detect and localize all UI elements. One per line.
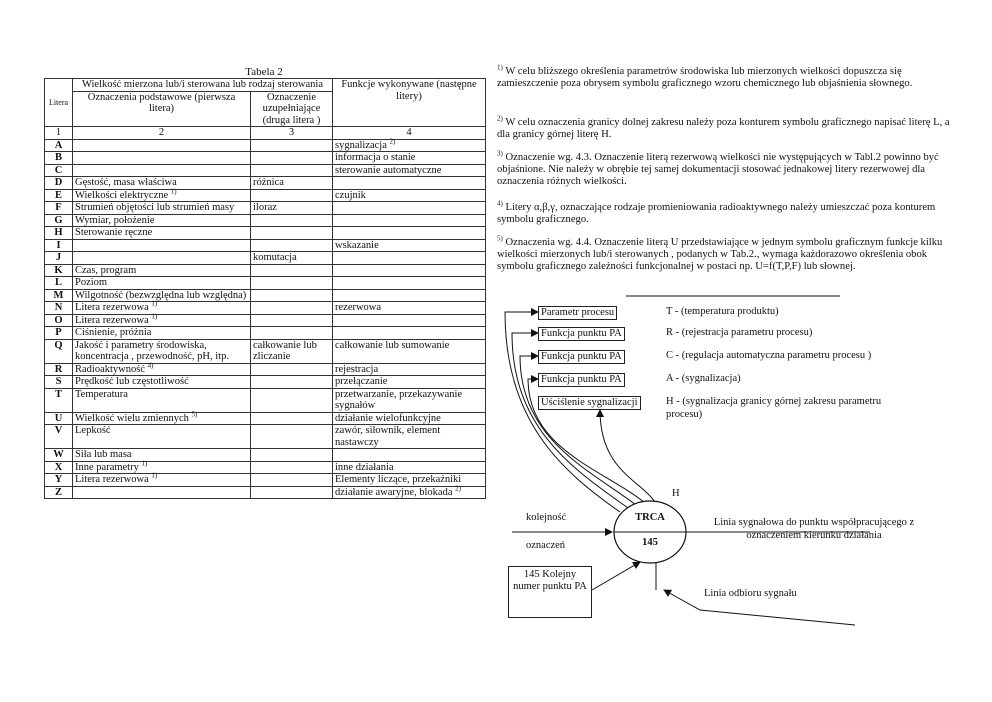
- cell-letter: M: [45, 289, 73, 302]
- cell-function: całkowanie lub sumowanie: [333, 339, 486, 363]
- circle-number: 145: [642, 537, 658, 548]
- cell-letter: H: [45, 227, 73, 240]
- cell-function: zawór, siłownik, element nastawczy: [333, 425, 486, 449]
- cell-primary: Wielkość wielu zmiennych $^{5)}$: [73, 412, 251, 425]
- cell-letter: T: [45, 388, 73, 412]
- cell-primary: Wymiar, położenie: [73, 214, 251, 227]
- cell-letter: Z: [45, 486, 73, 499]
- column-number: 4: [333, 127, 486, 140]
- cell-letter: S: [45, 376, 73, 389]
- cell-letter: I: [45, 239, 73, 252]
- cell-letter: X: [45, 461, 73, 474]
- cell-function: rezerwowa: [333, 302, 486, 315]
- legend-h: H - (sygnalizacja granicy górnej zakresu parametru procesu): [666, 396, 882, 420]
- cell-letter: J: [45, 252, 73, 265]
- footnote-mark: 4): [497, 199, 503, 208]
- label-h: H: [672, 488, 680, 499]
- label-oznaczen: oznaczeń: [526, 540, 566, 551]
- cell-function: inne działania: [333, 461, 486, 474]
- cell-letter: D: [45, 177, 73, 190]
- cell-primary: Radioaktywność $^{4)}$: [73, 363, 251, 376]
- legend-r: R - (rejestracja parametru procesu): [666, 327, 813, 338]
- header-podstawowe: Oznaczenia podstawowe (pierwsza litera): [73, 91, 251, 127]
- box-funkcja-2: Funkcja punktu PA: [538, 350, 625, 364]
- cell-letter: E: [45, 189, 73, 202]
- cell-letter: F: [45, 202, 73, 215]
- footnote-mark: 2): [497, 114, 503, 123]
- footnote-mark: 1): [497, 63, 503, 72]
- footnote-text: W celu bliższego określenia parametrów środowiska lub mierzonych wielkości dopuszcza się zamieszczenie poza obrysem symbolu graficznego wzoru chemicznego lub objaśnienia słownego.: [497, 66, 913, 90]
- cell-function: sygnalizacja $^{2)}$: [333, 139, 486, 152]
- footnote-text: W celu oznaczenia granicy dolnej zakresu należy poza konturem symbolu graficznego napisać literę L, a dla granicy górnej literę H.: [497, 117, 950, 141]
- cell-letter: B: [45, 152, 73, 165]
- label-kolejnosc: kolejność: [526, 512, 567, 523]
- cell-function: przetwarzanie, przekazywanie sygnałów: [333, 388, 486, 412]
- cell-function: informacja o stanie: [333, 152, 486, 165]
- cell-letter: P: [45, 327, 73, 340]
- cell-primary: Litera rezerwowa $^{1)}$: [73, 314, 251, 327]
- footnote-text: Oznaczenia wg. 4.4. Oznaczenie literą U przedstawiające w jednym symbolu graficznym funkcje kilku wielkości mierzonych lub/i sterowanych , podanych w Tab.2., wymaga każdorazowo określenia obok symbolu graficznego zależności funkcjonalnej w postaci np. U=f(T,P,F) lub słownej.: [497, 237, 943, 273]
- legend-t: T - (temperatura produktu): [666, 306, 779, 317]
- box-funkcja-1: Funkcja punktu PA: [538, 327, 625, 341]
- box-funkcja-3: Funkcja punktu PA: [538, 373, 625, 387]
- cell-secondary: całkowanie lub zliczanie: [251, 339, 333, 363]
- cell-secondary: iloraz: [251, 202, 333, 215]
- cell-function: wskazanie: [333, 239, 486, 252]
- column-number: 3: [251, 127, 333, 140]
- cell-letter: N: [45, 302, 73, 315]
- cell-letter: V: [45, 425, 73, 449]
- legend-c: C - (regulacja automatyczna parametru procesu ): [666, 350, 872, 361]
- column-number: 1: [45, 127, 73, 140]
- cell-letter: K: [45, 264, 73, 277]
- pa-number-box: 145 Kolejny numer punktu PA: [508, 566, 592, 618]
- cell-primary: Poziom: [73, 277, 251, 290]
- header-funkcje: Funkcje wykonywane (następne litery): [333, 79, 486, 127]
- cell-primary: Sterowanie ręczne: [73, 227, 251, 240]
- cell-function: czujnik: [333, 189, 486, 202]
- table-caption: Tabela 2: [245, 66, 283, 78]
- cell-letter: C: [45, 164, 73, 177]
- label-receive-line: Linia odbioru sygnału: [704, 588, 797, 599]
- circle-letters: TRCA: [635, 512, 665, 523]
- cell-letter: L: [45, 277, 73, 290]
- cell-letter: G: [45, 214, 73, 227]
- footnote-text: Oznaczenie wg. 4.3. Oznaczenie literą rezerwową wielkości nie występujących w Tabl.2 powinno być objaśnione. Nie należy w obrębie tej samej dokumentacji stosować jednakowej litery rezerwowej dla oznaczenia różnych wielkości.: [497, 152, 939, 188]
- box-parametr-procesu: Parametr procesu: [538, 306, 617, 320]
- cell-function: przełączanie: [333, 376, 486, 389]
- cell-primary: Gęstość, masa właściwa: [73, 177, 251, 190]
- cell-function: Elementy liczące, przekaźniki: [333, 474, 486, 487]
- box-usciślenie: Uściślenie sygnalizacji: [538, 396, 641, 410]
- cell-primary: Temperatura: [73, 388, 251, 412]
- cell-primary: Inne parametry $^{1)}$: [73, 461, 251, 474]
- pa-number-arrow: [592, 562, 640, 590]
- cell-primary: Litera rezerwowa $^{1)}$: [73, 474, 251, 487]
- cell-primary: Czas, program: [73, 264, 251, 277]
- cell-letter: Q: [45, 339, 73, 363]
- cell-primary: Ciśnienie, próżnia: [73, 327, 251, 340]
- footnote-mark: 3): [497, 149, 503, 158]
- label-signal-line: Linia sygnałowa do punktu współpracującego z oznaczeniem kierunku działania: [713, 517, 915, 541]
- cell-letter: U: [45, 412, 73, 425]
- connector-line: [600, 410, 655, 502]
- footnote-mark: 5): [497, 234, 503, 243]
- cell-primary: Lepkość: [73, 425, 251, 449]
- cell-primary: Strumień objętości lub strumień masy: [73, 202, 251, 215]
- cell-primary: Prędkość lub częstotliwość: [73, 376, 251, 389]
- header-litera: Litera: [45, 79, 73, 127]
- column-number: 2: [73, 127, 251, 140]
- cell-letter: A: [45, 139, 73, 152]
- cell-secondary: komutacja: [251, 252, 333, 265]
- cell-letter: W: [45, 449, 73, 462]
- header-wielkosc: Wielkość mierzona lub/i sterowana lub rodzaj sterowania: [73, 79, 333, 92]
- cell-function: działanie wielofunkcyjne: [333, 412, 486, 425]
- cell-secondary: różnica: [251, 177, 333, 190]
- header-uzupelniajace: Oznaczenie uzupełniające (druga litera ): [251, 91, 333, 127]
- cell-function: działanie awaryjne, blokada $^{2)}$: [333, 486, 486, 499]
- cell-primary: Siła lub masa: [73, 449, 251, 462]
- footnote-text: Litery α,β,γ, oznaczające rodzaje promieniowania radioaktywnego należy umieszczać poza konturem symbolu graficznego.: [497, 202, 936, 226]
- legend-a: A - (sygnalizacja): [666, 373, 741, 384]
- cell-primary: Jakość i parametry środowiska, koncentracja , przewodność, pH, itp.: [73, 339, 251, 363]
- cell-letter: O: [45, 314, 73, 327]
- cell-function: rejestracja: [333, 363, 486, 376]
- cell-primary: Wielkości elektryczne $^{1)}$: [73, 189, 251, 202]
- cell-function: sterowanie automatyczne: [333, 164, 486, 177]
- cell-letter: Y: [45, 474, 73, 487]
- cell-primary: Wilgotność (bezwzględna lub względna): [73, 289, 251, 302]
- cell-letter: R: [45, 363, 73, 376]
- cell-primary: Litera rezerwowa $^{1)}$: [73, 302, 251, 315]
